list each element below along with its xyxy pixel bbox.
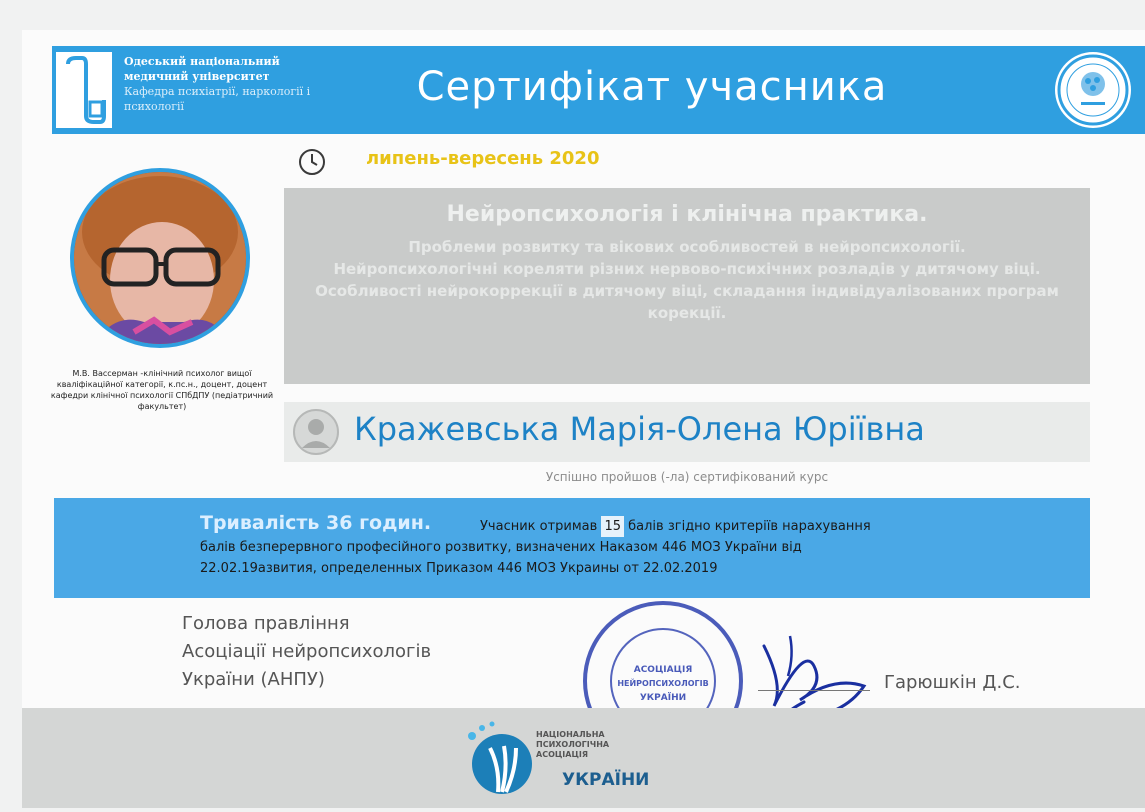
duration-headline: Тривалість 36 годин. bbox=[200, 512, 432, 534]
duration-bar bbox=[54, 498, 1090, 598]
duration-text bbox=[200, 516, 1000, 579]
svg-text:УКРАЇНИ: УКРАЇНИ bbox=[639, 693, 687, 703]
org-line: ПСИХОЛОГІЧНА bbox=[536, 740, 610, 749]
participant-name: Кражевська Марія-Олена Юріївна bbox=[354, 410, 925, 448]
course-topic: Нейропсихологічні кореляти різних нервово-психічних розладів у дитячому віці. bbox=[333, 260, 1041, 278]
signer-position bbox=[182, 610, 431, 694]
duration-line-3: 22.02.19азвития, определенных Приказом 446 МОЗ Украины от 22.02.2019 bbox=[200, 561, 718, 576]
svg-text:АСОЦІАЦІЯ: АСОЦІАЦІЯ bbox=[633, 665, 693, 675]
certificate-header bbox=[52, 46, 1145, 134]
university-logo bbox=[54, 50, 114, 130]
certificate bbox=[22, 30, 1145, 808]
course-topic: Особливості нейрокоррекції в дитячому віці, складання індивідуалізованих програм корекції. bbox=[315, 282, 1059, 322]
footer-band bbox=[22, 708, 1145, 808]
org-line: НАЦІОНАЛЬНА bbox=[536, 730, 605, 739]
lecturer-photo bbox=[70, 168, 250, 348]
position-line: Асоціації нейропсихологів bbox=[182, 641, 432, 662]
points-text-before: Учасник отримав bbox=[480, 519, 598, 534]
clock-icon bbox=[298, 148, 326, 176]
national-association-country: УКРАЇНИ bbox=[562, 770, 650, 790]
person-icon bbox=[292, 408, 340, 456]
course-box bbox=[284, 188, 1090, 384]
university-title: Одеський національний медичний університет bbox=[124, 55, 280, 83]
university-name bbox=[124, 54, 324, 114]
signer-name: Гарюшкін Д.С. bbox=[884, 672, 1021, 693]
points-value: 15 bbox=[601, 516, 624, 537]
course-topics bbox=[294, 236, 1080, 324]
points-text-after: балів згідно критеріїв нарахування bbox=[628, 519, 871, 534]
course-passed-text: Успішно пройшов (-ла) сертифікований курс bbox=[545, 470, 829, 484]
national-association-text bbox=[536, 730, 609, 760]
duration-line-2: балів безперервного професійного розвитку, визначених Наказом 446 МОЗ України від bbox=[200, 540, 802, 555]
certificate-title: Сертифікат учасника bbox=[416, 64, 888, 110]
course-topic: Проблеми розвитку та вікових особливостей в нейропсихології. bbox=[408, 238, 966, 256]
national-association-logo-icon bbox=[460, 718, 540, 798]
lecturer-caption: М.В. Вассерман -клінічний психолог вищої кваліфікаційної категорії, к.пс.н., доцент, доцент кафедри клінічної психології СПбДПУ (педіатричний факультет) bbox=[50, 369, 274, 411]
signature-line bbox=[758, 690, 870, 691]
svg-text:НЕЙРОПСИХОЛОГІВ: НЕЙРОПСИХОЛОГІВ bbox=[617, 679, 709, 688]
department-name: Кафедра психіатрії, наркології і психології bbox=[124, 85, 311, 113]
position-line: Голова правління bbox=[182, 613, 350, 634]
course-date: липень-вересень 2020 bbox=[366, 148, 600, 169]
org-line: АСОЦІАЦІЯ bbox=[536, 750, 589, 759]
course-title: Нейропсихологія і клінічна практика. bbox=[446, 202, 928, 227]
association-badge-icon bbox=[1055, 52, 1131, 128]
participant-box bbox=[284, 402, 1090, 462]
position-line: України (АНПУ) bbox=[182, 669, 325, 690]
